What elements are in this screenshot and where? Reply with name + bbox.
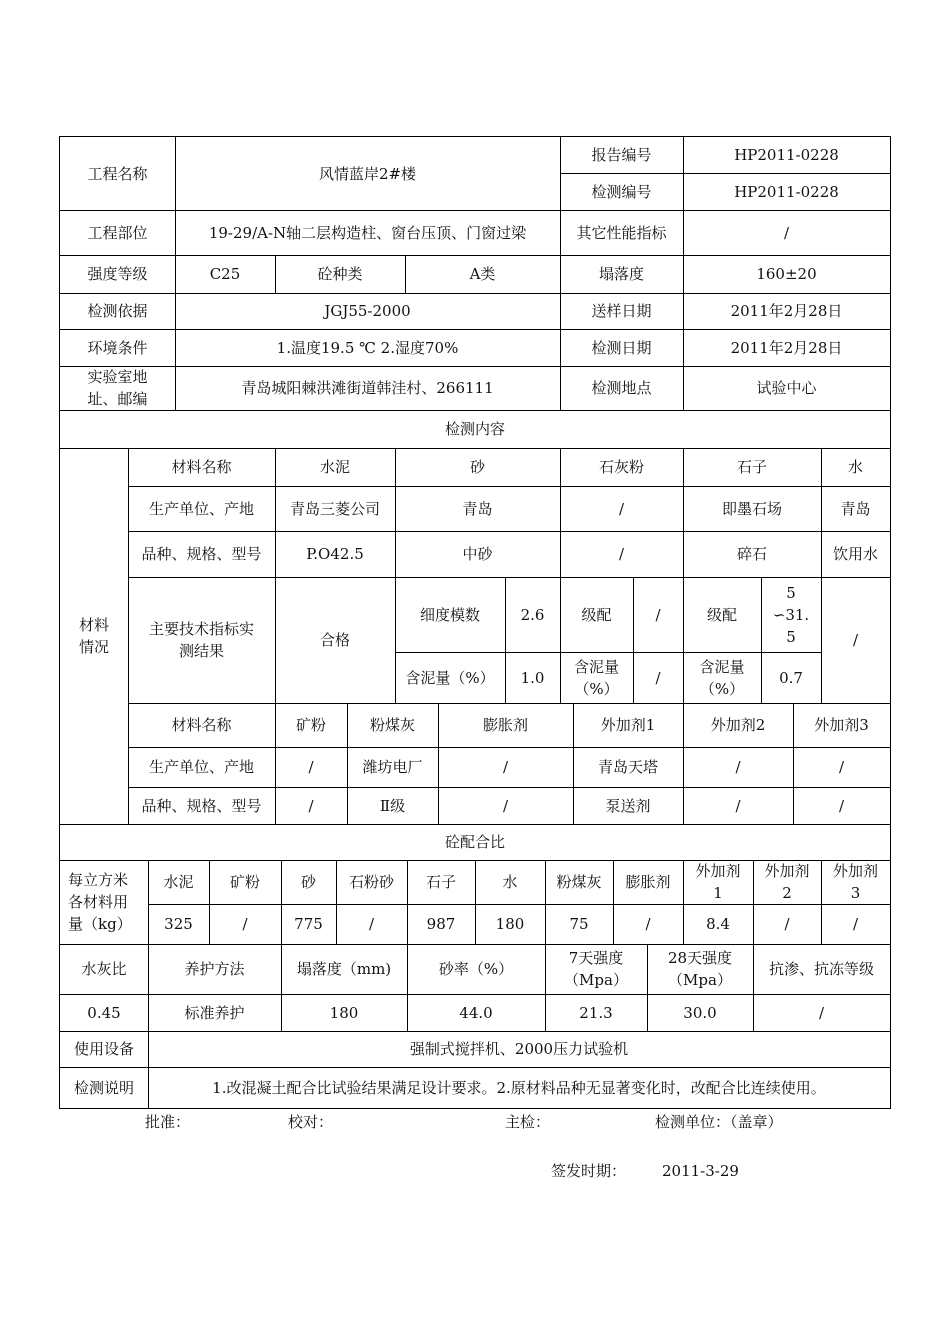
spec-cement: P.O42.5 xyxy=(306,545,364,563)
slump: 160±20 xyxy=(756,265,817,283)
mix-value-admix3: / xyxy=(852,915,859,933)
check-label: 校对： xyxy=(288,1113,334,1131)
mix-value-admix2: / xyxy=(784,915,790,933)
material-lime: 石灰粉 xyxy=(598,458,644,476)
strength-7d-label: 7天强度 （Mpa） xyxy=(564,949,628,989)
strength-28d: 30.0 xyxy=(683,1003,717,1022)
producer-expansion: / xyxy=(502,758,509,776)
water-result: / xyxy=(852,631,859,649)
strength-7d: 21.3 xyxy=(579,1003,613,1022)
spec-expansion: / xyxy=(502,796,509,815)
other-label: 其它性能指标 xyxy=(576,223,667,242)
sand-mud: 1.0 xyxy=(520,668,545,687)
producer-sand: 青岛 xyxy=(462,499,493,518)
other-value: / xyxy=(783,223,790,242)
producer-lime: / xyxy=(618,499,625,518)
mix-header-admix2: 外加剂 2 xyxy=(764,862,810,902)
material-name-label-2: 材料名称 xyxy=(171,716,232,734)
material-name-label: 材料名称 xyxy=(171,458,232,476)
report-no-label: 报告编号 xyxy=(591,146,652,164)
stone-mud: 0.7 xyxy=(779,668,803,687)
producer-slag: / xyxy=(308,758,314,776)
stone-grading-label: 级配 xyxy=(706,605,737,624)
material-admix3: 外加剂3 xyxy=(814,716,869,734)
mix-value-slag: / xyxy=(242,915,248,933)
mix-header-stone-powder: 石粉砂 xyxy=(348,873,394,891)
per-m3-label: 每立方米 各材料用 量（kg） xyxy=(68,871,132,933)
equipment-label: 使用设备 xyxy=(73,1040,134,1058)
material-admix2: 外加剂2 xyxy=(710,716,766,734)
producer-admix1: 青岛天塔 xyxy=(597,758,658,776)
mix-header-sand: 砂 xyxy=(300,873,316,891)
wc-ratio: 0.45 xyxy=(87,1003,121,1022)
report-no: HP2011-0228 xyxy=(734,146,839,164)
sand-mud-label: 含泥量（%） xyxy=(405,668,495,687)
lime-mud-label: 含泥量 （%） xyxy=(573,657,619,698)
fineness: 2.6 xyxy=(520,605,545,624)
mix-value-cement: 325 xyxy=(164,915,193,933)
mix-value-admix1: 8.4 xyxy=(706,915,730,933)
unit-label: 检测单位：（盖章） xyxy=(655,1113,783,1131)
curing: 标准养护 xyxy=(184,1003,245,1022)
mix-header-admix1: 外加剂 1 xyxy=(695,862,741,902)
producer-cement: 青岛三菱公司 xyxy=(289,499,380,518)
test-date: 2011年2月28日 xyxy=(730,338,843,357)
lime-grading-label: 级配 xyxy=(581,605,612,624)
basis-label: 检测依据 xyxy=(87,302,148,320)
material-sand: 砂 xyxy=(469,458,485,476)
cement-result: 合格 xyxy=(319,631,350,649)
producer-stone: 即墨石场 xyxy=(721,499,782,518)
material-water: 水 xyxy=(847,458,863,476)
env: 1.温度19.5 ℃ 2.湿度70% xyxy=(276,338,459,357)
material-admix1: 外加剂1 xyxy=(600,716,656,734)
tech-label: 主要技术指标实 测结果 xyxy=(148,620,254,660)
mix-header-expansion: 膨胀剂 xyxy=(625,873,671,891)
spec-admix1: 泵送剂 xyxy=(605,796,651,815)
materials-label: 材料 情况 xyxy=(78,616,109,656)
concrete-type-label: 砼种类 xyxy=(317,265,363,283)
strength-28d-label: 28天强度 （Mpa） xyxy=(667,949,733,989)
location-label: 工程部位 xyxy=(87,223,148,242)
material-stone: 石子 xyxy=(736,458,767,476)
sand-ratio: 44.0 xyxy=(459,1003,493,1022)
mix-header-slag: 矿粉 xyxy=(229,873,260,891)
mix-value-water: 180 xyxy=(495,915,525,933)
stone-grading: 5 ∽31. 5 xyxy=(772,583,810,646)
spec-sand: 中砂 xyxy=(462,545,493,563)
impermeability-label: 抗渗、抗冻等级 xyxy=(768,960,874,978)
basis: JGJ55-2000 xyxy=(324,302,411,320)
stone-mud-label: 含泥量 （%） xyxy=(699,657,745,698)
sample-date: 2011年2月28日 xyxy=(730,302,843,320)
lab-address-label: 实验室地 址、邮编 xyxy=(87,368,148,408)
spec-admix3: / xyxy=(838,796,845,815)
material-flyash: 粉煤灰 xyxy=(369,716,415,734)
mix-header-admix3: 外加剂 3 xyxy=(832,862,878,902)
project-name: 风情蓝岸2#楼 xyxy=(318,164,417,183)
approve-label: 批准： xyxy=(145,1113,191,1131)
test-place-label: 检测地点 xyxy=(591,379,652,397)
producer-flyash: 潍坊电厂 xyxy=(362,758,423,776)
wc-ratio-label: 水灰比 xyxy=(81,960,127,978)
producer-admix2: / xyxy=(735,758,741,776)
project-name-label: 工程名称 xyxy=(87,164,148,183)
mix-value-flyash: 75 xyxy=(569,915,589,933)
spec-stone: 碎石 xyxy=(736,545,767,563)
material-cement: 水泥 xyxy=(319,458,350,476)
location: 19-29/A-N轴二层构造柱、窗台压顶、门窗过梁 xyxy=(208,223,527,242)
slump-label: 塌落度 xyxy=(598,265,644,283)
spec-admix2: / xyxy=(735,796,741,815)
mix-header-water: 水 xyxy=(502,873,518,891)
material-expansion: 膨胀剂 xyxy=(482,716,528,734)
spec-lime: / xyxy=(618,545,625,563)
test-no-label: 检测编号 xyxy=(591,182,652,201)
test-no: HP2011-0228 xyxy=(734,182,839,201)
env-label: 环境条件 xyxy=(87,338,148,357)
sand-ratio-label: 砂率（%） xyxy=(438,960,514,978)
grade: C25 xyxy=(209,265,241,283)
spec-slag: / xyxy=(308,796,314,815)
lime-mud: / xyxy=(655,668,661,687)
producer-label-2: 生产单位、产地 xyxy=(148,758,254,776)
mix-header-cement: 水泥 xyxy=(163,873,194,891)
mix-title: 砼配合比 xyxy=(444,833,505,851)
producer-label: 生产单位、产地 xyxy=(148,499,254,518)
mix-header-stone: 石子 xyxy=(425,873,456,891)
spec-label: 品种、规格、型号 xyxy=(141,545,262,563)
mix-value-expansion: / xyxy=(645,915,651,933)
test-date-label: 检测日期 xyxy=(591,338,652,357)
notes-label: 检测说明 xyxy=(73,1078,134,1097)
spec-water: 饮用水 xyxy=(832,545,878,563)
concrete-type: A类 xyxy=(469,265,496,283)
mix-slump: 180 xyxy=(329,1003,359,1022)
lime-grading: / xyxy=(655,605,661,624)
material-slag: 矿粉 xyxy=(295,716,326,734)
lab-address: 青岛城阳棘洪滩街道韩洼村、266111 xyxy=(241,379,494,397)
issue-date: 2011-3-29 xyxy=(662,1162,739,1180)
mix-header-flyash: 粉煤灰 xyxy=(556,873,602,891)
mix-value-sand: 775 xyxy=(294,915,323,933)
sample-date-label: 送样日期 xyxy=(591,302,652,320)
producer-admix3: / xyxy=(838,758,845,776)
issue-label: 签发时期： xyxy=(551,1162,627,1180)
spec-label-2: 品种、规格、型号 xyxy=(141,796,262,815)
grade-label: 强度等级 xyxy=(87,265,148,283)
mix-slump-label: 塌落度（mm) xyxy=(296,960,392,978)
content-title: 检测内容 xyxy=(444,420,505,438)
notes: 1.改混凝土配合比试验结果满足设计要求。2.原材料品种无显著变化时，改配合比连续使用。 xyxy=(212,1078,826,1097)
fineness-label: 细度模数 xyxy=(419,605,480,624)
impermeability: / xyxy=(818,1003,825,1022)
equipment: 强制式搅拌机、2000压力试验机 xyxy=(409,1040,629,1058)
producer-water: 青岛 xyxy=(840,499,871,518)
mix-value-stone-powder: / xyxy=(368,915,375,933)
spec-flyash: Ⅱ级 xyxy=(379,796,406,815)
test-place: 试验中心 xyxy=(756,379,817,397)
inspector-label: 主检： xyxy=(505,1113,551,1131)
mix-value-stone: 987 xyxy=(426,915,456,933)
curing-label: 养护方法 xyxy=(184,960,245,978)
